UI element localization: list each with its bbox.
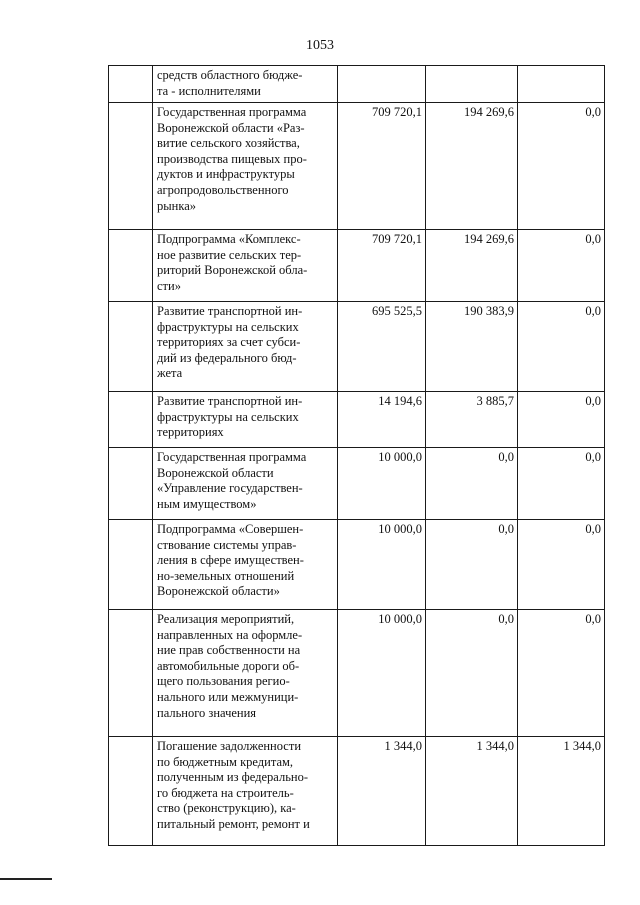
value-cell-1: 695 525,5 [338, 302, 426, 392]
value-cell-2: 190 383,9 [426, 302, 518, 392]
name-line: та - исполнителями [157, 83, 261, 98]
value-cell-2: 0,0 [426, 520, 518, 610]
name-line: Воронежской области» [157, 584, 280, 599]
name-line: производства пищевых про- [157, 151, 307, 166]
name-line: ствование системы управ- [157, 537, 297, 552]
name-line: Развитие транспортной ин- [157, 304, 303, 318]
value-cell-1: 10 000,0 [338, 610, 426, 737]
value-cell-3 [518, 66, 605, 103]
name-line: нального или межмуници- [157, 689, 299, 704]
name-line: Развитие транспортной ин- [157, 394, 303, 408]
row-number-cell [109, 230, 153, 302]
value-cell-3: 0,0 [518, 392, 605, 448]
row-number-cell [109, 610, 153, 737]
page-number: 1053 [306, 38, 334, 53]
value-cell-3: 0,0 [518, 103, 605, 230]
name-line: Погашение задолженности [157, 739, 302, 753]
name-line: пального значения [157, 705, 257, 720]
table-row [109, 392, 605, 448]
row-name-cell [153, 737, 338, 846]
row-name-cell [153, 448, 338, 520]
table-row [109, 230, 605, 302]
name-line: риторий Воронежской обла- [157, 263, 308, 278]
name-line: автомобильные дороги об- [157, 658, 300, 673]
name-line: ное развитие сельских тер- [157, 247, 302, 262]
name-line: территориях за счет субси- [157, 335, 301, 350]
name-line: фраструктуры на сельских [157, 319, 299, 334]
value-cell-2: 0,0 [426, 448, 518, 520]
name-line: Воронежской области [157, 465, 274, 480]
value-cell-1: 709 720,1 [338, 230, 426, 302]
name-line: Государственная программа [157, 105, 307, 119]
name-line: ным имуществом» [157, 496, 257, 511]
name-line: витие сельского хозяйства, [157, 136, 300, 151]
name-line: Подпрограмма «Совершен- [157, 522, 304, 536]
row-name-cell [153, 520, 338, 610]
row-name-cell [153, 66, 338, 103]
table-row [109, 520, 605, 610]
row-name-cell [153, 230, 338, 302]
table-row [109, 737, 605, 846]
row-number-cell [109, 302, 153, 392]
name-line: но-земельных отношений [157, 568, 295, 583]
name-line: Государственная программа [157, 450, 307, 464]
value-cell-3: 1 344,0 [518, 737, 605, 846]
name-line: ние прав собственности на [157, 643, 301, 658]
name-line: жета [157, 366, 183, 381]
name-line: питальный ремонт, ремонт и [157, 816, 310, 831]
name-line: по бюджетным кредитам, [157, 754, 294, 769]
name-line: рынка» [157, 198, 197, 213]
value-cell-1 [338, 66, 426, 103]
row-number-cell [109, 737, 153, 846]
row-number-cell [109, 520, 153, 610]
name-line: полученным из федерально- [157, 770, 309, 785]
value-cell-3: 0,0 [518, 230, 605, 302]
value-cell-3: 0,0 [518, 302, 605, 392]
value-cell-2: 0,0 [426, 610, 518, 737]
row-name-cell [153, 392, 338, 448]
name-line: направленных на оформле- [157, 627, 303, 642]
name-line: ления в сфере имуществен- [157, 553, 304, 568]
row-number-cell [109, 66, 153, 103]
value-cell-2: 194 269,6 [426, 230, 518, 302]
name-line: Подпрограмма «Комплекс- [157, 232, 301, 246]
value-cell-2 [426, 66, 518, 103]
value-cell-2: 1 344,0 [426, 737, 518, 846]
name-line: «Управление государствен- [157, 481, 303, 496]
value-cell-1: 14 194,6 [338, 392, 426, 448]
row-name-cell [153, 302, 338, 392]
table-row [109, 610, 605, 737]
name-line: сти» [157, 278, 181, 293]
name-line: ство (реконструкцию), ка- [157, 801, 296, 816]
value-cell-3: 0,0 [518, 610, 605, 737]
name-line: агропродовольственного [157, 182, 289, 197]
name-line: фраструктуры на сельских [157, 409, 299, 424]
footer-rule [0, 878, 52, 880]
row-number-cell [109, 448, 153, 520]
name-line: Воронежской области «Раз- [157, 120, 305, 135]
name-line: средств областного бюдже- [157, 68, 303, 82]
value-cell-1: 709 720,1 [338, 103, 426, 230]
name-line: щего пользования регио- [157, 674, 290, 689]
name-line: дий из федерального бюд- [157, 350, 297, 365]
row-name-cell [153, 610, 338, 737]
table-row [109, 66, 605, 103]
budget-table [108, 65, 605, 846]
name-line: го бюджета на строитель- [157, 785, 294, 800]
value-cell-1: 1 344,0 [338, 737, 426, 846]
table-row [109, 103, 605, 230]
name-line: Реализация мероприятий, [157, 612, 295, 626]
value-cell-2: 194 269,6 [426, 103, 518, 230]
value-cell-1: 10 000,0 [338, 448, 426, 520]
name-line: территориях [157, 425, 224, 440]
row-number-cell [109, 103, 153, 230]
value-cell-2: 3 885,7 [426, 392, 518, 448]
row-name-cell [153, 103, 338, 230]
table-row [109, 302, 605, 392]
value-cell-1: 10 000,0 [338, 520, 426, 610]
value-cell-3: 0,0 [518, 520, 605, 610]
name-line: дуктов и инфраструктуры [157, 167, 295, 182]
value-cell-3: 0,0 [518, 448, 605, 520]
table-row [109, 448, 605, 520]
row-number-cell [109, 392, 153, 448]
